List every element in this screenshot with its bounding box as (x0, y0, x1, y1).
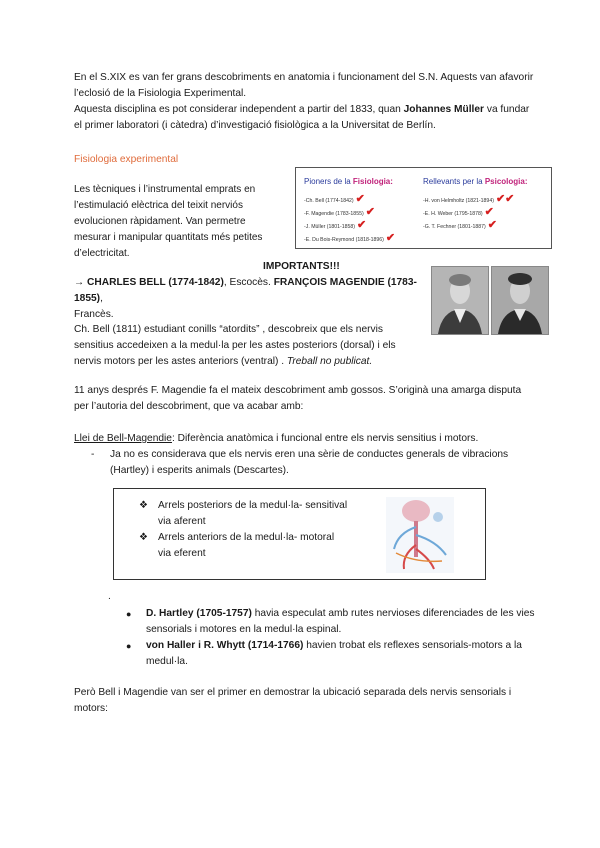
johannes-muller-name: Johannes Müller (403, 104, 485, 115)
arrow-right-icon: → (74, 277, 88, 288)
techniques-line-2: l’estimulació elèctrica del teixit nerviós (74, 200, 243, 211)
haller-whytt-names: von Haller i R. Whytt (1714-1766) (146, 640, 304, 651)
psychology-entry (423, 193, 515, 205)
haller-line-1 (146, 638, 546, 654)
intro-paragraph (74, 70, 544, 134)
pioneer-entry-text: -Ch. Bell (1774-1842) (304, 198, 354, 204)
important-mid-text: , Escocès. (223, 277, 274, 288)
important-paragraph (74, 275, 419, 323)
check-icon: ✔ (365, 206, 375, 218)
section-title: Fisiologia experimental (74, 154, 179, 165)
intro-line-1: En el S.XIX es van fer grans descobriments en anatomia i funcionament del S.N. Aquests van afavorir (74, 72, 534, 83)
check-icon: ✔ (487, 219, 497, 231)
important-end-text: , (100, 293, 103, 304)
techniques-line-1: Les tècniques i l’instrumental emprats en (74, 184, 256, 195)
closing-line-2: motors: (74, 703, 108, 714)
pioneers-psychology-title (423, 174, 528, 190)
nervous-system-illustration (386, 497, 454, 573)
bell-line-3 (74, 354, 419, 370)
hartley-name: D. Hartley (1705-1757) (146, 608, 252, 619)
pioneers-physiology-title (304, 174, 393, 190)
anterior-roots-item (158, 530, 334, 562)
psychology-entry (423, 206, 494, 218)
law-sub-line-2: (Hartley) i esperits animals (Descartes). (110, 465, 289, 476)
bullet-icon: ● (126, 641, 132, 651)
bell-line-3-text: nervis motors per les astes anteriors (ventral) . (74, 356, 287, 367)
closing-paragraph (74, 685, 544, 717)
bell-portrait-image (431, 266, 489, 335)
intro-line-2: l’eclosió de la Fisiologia Experimental. (74, 88, 247, 99)
diamond-bullet-icon: ❖ (139, 500, 148, 511)
pioneers-left-title-text: Pioners de la (304, 177, 353, 186)
important-heading: IMPORTANTS!!! (263, 261, 340, 272)
psychology-entry (423, 219, 497, 231)
important-line-2: Francès. (74, 309, 114, 320)
psychology-entry-text: -G. T. Fechner (1801-1887) (423, 224, 486, 230)
check-icon: ✔ (495, 193, 506, 205)
techniques-line-4: mesurar i manipular quantitats més petites (74, 232, 263, 243)
check-icon: ✔ (385, 232, 396, 244)
pioneer-entry (304, 193, 365, 205)
bell-paragraph (74, 322, 419, 370)
law-heading (74, 431, 544, 447)
hartley-line-1 (146, 606, 546, 622)
stray-dot: . (108, 591, 111, 602)
pioneers-right-title-highlight: Psicologia: (484, 177, 528, 186)
psychology-entry-text: -H. von Helmholtz (1821-1894) (423, 198, 494, 204)
posterior-roots-line-1: Arrels posteriors de la medul·la- sensitival (158, 500, 348, 511)
important-line-1 (74, 275, 419, 307)
pioneer-entry (304, 206, 375, 218)
pioneer-entry (304, 232, 396, 244)
magendie-portrait-image (491, 266, 549, 335)
intro-line-4: el primer laboratori (i càtedra) d’investigació fisiològica a la Universitat de Berlín. (74, 120, 436, 131)
posterior-roots-line-2: via aferent (158, 516, 206, 527)
hartley-item (146, 606, 546, 638)
magendie-paragraph (74, 383, 544, 415)
check-icon: ✔ (505, 193, 515, 205)
pioneer-entry-text: -F. Magendie (1783-1855) (304, 211, 364, 217)
intro-line-3-end: va fundar (484, 104, 530, 115)
psychology-entry-text: -E. H. Weber (1795-1878) (423, 211, 483, 217)
techniques-paragraph (74, 182, 289, 262)
pioneers-figure (295, 167, 552, 249)
magendie-line-2: per l’autoria del descobriment, que va acabar amb: (74, 401, 304, 412)
pioneer-entry-text: -J. Müller (1801-1858) (304, 224, 356, 230)
techniques-line-3: evolucionen ràpidament. Van permetre (74, 216, 246, 227)
anterior-roots-line-2: via eferent (158, 548, 206, 559)
hartley-text: havia especulat amb rutes nervioses diferenciades de les vies (251, 608, 535, 619)
francois-magendie-name: FRANÇOIS MAGENDIE (1783-1855) (74, 277, 417, 304)
closing-line-1: Però Bell i Magendie van ser el primer en demostrar la ubicació separada dels nervis sensorials i (74, 687, 512, 698)
bell-magendie-law-title: Llei de Bell-Magendie (74, 433, 172, 444)
intro-line-3-text: Aquesta disciplina es pot considerar independent a partir del 1833, quan (74, 104, 404, 115)
dash-bullet: - (91, 449, 95, 460)
check-icon: ✔ (484, 206, 494, 218)
check-icon: ✔ (355, 193, 365, 205)
posterior-roots-item (158, 498, 347, 530)
spinal-roots-box (113, 488, 486, 580)
magendie-line-1: 11 anys després F. Magendie fa el mateix descobriment amb gossos. S’originà una amarga disputa (74, 385, 522, 396)
law-sub-paragraph (110, 447, 540, 479)
pioneers-right-title-text: Rellevants per la (423, 177, 485, 186)
intro-line-3 (74, 102, 544, 118)
bell-line-2: sensitius accedeixen a la medul·la per les astes posteriors (dorsal) i els (74, 340, 396, 351)
unpublished-note: Treball no publicat. (286, 356, 373, 367)
pioneer-entry (304, 219, 367, 231)
pioneer-entry-text: -E. Du Bois-Reymond (1818-1896) (304, 237, 384, 243)
techniques-line-5: d’electricitat. (74, 248, 130, 259)
bullet-icon: ● (126, 609, 132, 619)
haller-whytt-item (146, 638, 546, 670)
haller-line-2: medul·la. (146, 656, 188, 667)
law-description: : Diferència anatòmica i funcional entre els nervis sensitius i motors. (171, 433, 479, 444)
pioneers-left-title-highlight: Fisiologia: (352, 177, 393, 186)
law-sub-line-1: Ja no es considerava que els nervis eren una sèrie de conductes generals de vibracions (110, 449, 509, 460)
bell-line-1: Ch. Bell (1811) estudiant conills “atordits” , descobreix que els nervis (74, 324, 383, 335)
hartley-line-2: sensorials i motores en la medul·la espinal. (146, 624, 342, 635)
anterior-roots-line-1: Arrels anteriors de la medul·la- motoral (158, 532, 335, 543)
haller-whytt-text: havien trobat els reflexes sensorials-motors a la (303, 640, 522, 651)
diamond-bullet-icon: ❖ (139, 532, 148, 543)
check-icon: ✔ (357, 219, 367, 231)
charles-bell-name: CHARLES BELL (1774-1842) (87, 277, 224, 288)
